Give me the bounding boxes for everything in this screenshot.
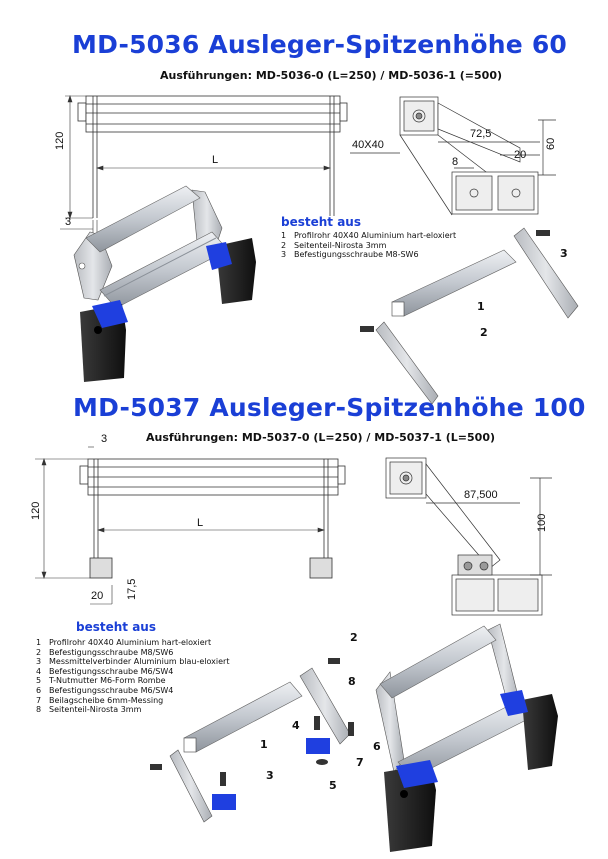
s2-dim-height: 120 — [30, 501, 42, 520]
s1-dim-spitze: 60 — [545, 137, 557, 150]
s1-dim-height: 120 — [54, 131, 66, 150]
list-item: 1 Profilrohr 40X40 Aluminium hart-eloxiert — [281, 231, 457, 240]
s2-parts-title: besteht aus — [76, 620, 156, 634]
s2-callout-3: 3 — [266, 769, 274, 782]
list-item: 4 Befestigungsschraube M6/SW4 — [36, 666, 174, 676]
s1-callout-3: 3 — [560, 247, 568, 260]
list-item: 1 Profilrohr 40X40 Aluminium hart-eloxiert — [36, 638, 212, 647]
list-item: 7 Beilagscheibe 6mm-Messing — [36, 695, 164, 705]
section2-title: MD-5037 Ausleger-Spitzenhöhe 100 — [73, 393, 586, 422]
list-item: 2 Befestigungsschraube M8/SW6 — [36, 647, 174, 657]
list-item: 8 Seitenteil-Nirosta 3mm — [36, 705, 142, 715]
section1-title: MD-5036 Ausleger-Spitzenhöhe 60 — [72, 30, 568, 59]
s2-front-view — [80, 459, 345, 578]
s1-dim-slot: 20 — [514, 149, 527, 161]
s2-dim-spitze: 100 — [536, 513, 548, 532]
s1-parts-title: besteht aus — [281, 215, 361, 229]
s2-callout-2: 2 — [350, 631, 358, 644]
s2-callout-5: 5 — [329, 779, 337, 792]
s2-dim-span: 87,500 — [464, 489, 498, 501]
s2-callout-6: 6 — [373, 740, 381, 753]
s1-dim-profile: 40X40 — [352, 139, 384, 151]
s1-callout-1: 1 — [477, 300, 485, 313]
s1-assembly-left — [74, 186, 256, 382]
s1-dim-gap: 8 — [452, 156, 459, 168]
s2-assembly-right — [376, 624, 558, 852]
s2-cross-section — [386, 458, 552, 615]
list-item: 3 Messmittelverbinder Aluminium blau-eloxiert — [36, 657, 230, 667]
list-item: 2 Seitenteil-Nirosta 3mm — [281, 240, 387, 250]
s2-dim-offset: 3 — [101, 433, 108, 445]
list-item: 5 T-Nutmutter M6-Form Rombe — [36, 676, 166, 686]
section1-subtitle: Ausführungen: MD-5036-0 (L=250) / MD-5036-1 (=500) — [160, 69, 502, 82]
s2-callout-1: 1 — [260, 738, 268, 751]
s2-dim-foot: 17,5 — [126, 578, 138, 600]
s2-callout-8: 8 — [348, 675, 356, 688]
list-item: 3 Befestigungsschraube M8-SW6 — [281, 250, 419, 260]
s1-dim-offset: 3 — [65, 216, 72, 228]
s2-callout-4: 4 — [292, 719, 300, 732]
s1-parts-list — [281, 231, 456, 260]
s1-dim-length: L — [212, 154, 219, 166]
s2-dim-base: 20 — [91, 590, 104, 602]
s2-callout-7: 7 — [356, 756, 364, 769]
s2-parts-list — [36, 638, 229, 715]
s1-dim-span: 72,5 — [470, 128, 492, 140]
s2-dim-length: L — [197, 517, 204, 529]
s1-callout-2: 2 — [480, 326, 488, 339]
section2-subtitle: Ausführungen: MD-5037-0 (L=250) / MD-5037-1 (L=500) — [146, 431, 496, 444]
list-item: 6 Befestigungsschraube M6/SW4 — [36, 685, 174, 695]
